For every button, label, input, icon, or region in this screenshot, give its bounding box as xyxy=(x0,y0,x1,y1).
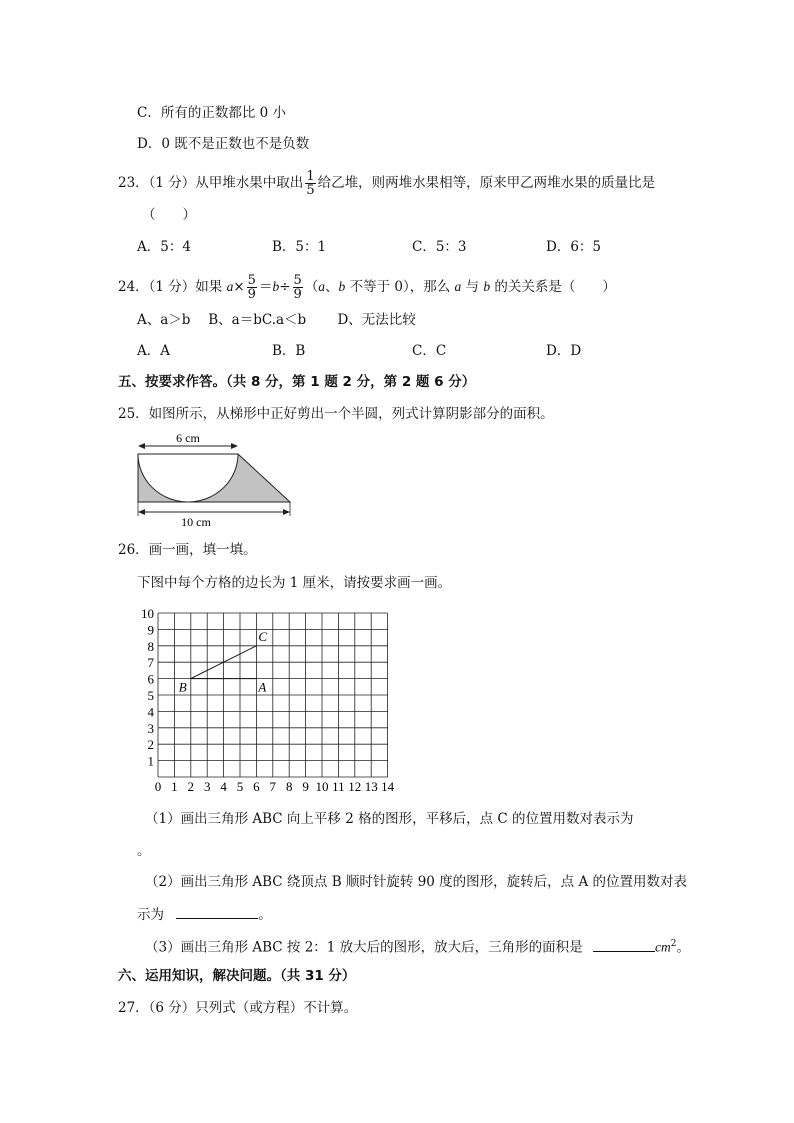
q23-option-c: C．5：3 xyxy=(412,239,467,255)
x-tick-label: 0 xyxy=(154,779,162,794)
q24-stem xyxy=(118,274,616,301)
q26-coordinate-grid xyxy=(138,602,430,794)
q26-sub3-answer-blank[interactable] xyxy=(593,937,655,952)
q26-sub2-end: 。 xyxy=(258,907,272,923)
y-tick-label: 2 xyxy=(147,737,154,753)
q25-top-label: 6 cm xyxy=(176,432,200,445)
x-tick-label: 6 xyxy=(253,779,260,794)
x-tick-label: 12 xyxy=(348,779,362,794)
q23-answer-paren: （ ） xyxy=(142,207,196,223)
x-tick-label: 10 xyxy=(315,779,329,794)
q26-sub3-end: 。 xyxy=(676,939,690,956)
x-tick-label: 1 xyxy=(171,779,178,794)
q24-part4: 的关关系是（ ） xyxy=(490,279,616,295)
q24-div: ÷ xyxy=(279,279,291,295)
q26-sub2-line2-text: 示为 xyxy=(137,907,164,923)
q24-times: × xyxy=(233,279,245,295)
q26-grid-lines xyxy=(158,613,388,777)
y-tick-label: 8 xyxy=(147,638,154,654)
y-tick-label: 4 xyxy=(147,704,154,720)
q26-sub3-unit: cm xyxy=(654,939,671,955)
x-tick-label: 8 xyxy=(285,779,293,794)
q24-choices-line: A、a＞b B、a＝bC.a＜b D、无法比较 xyxy=(137,312,416,328)
q25-top-arrow-left xyxy=(138,443,145,449)
q24-var-a: a xyxy=(226,279,234,294)
x-tick-label: 13 xyxy=(364,779,378,794)
q24-frac2-den: 9 xyxy=(293,287,302,302)
q23-stem-before: 23．（1 分）从甲堆水果中取出 xyxy=(118,175,304,191)
q24-part3: 不等于 0），那么 xyxy=(345,279,455,295)
q23-stem-after: 给乙堆，则两堆水果相等，原来甲乙两堆水果的质量比是 xyxy=(317,175,656,191)
q24-var-a2: a xyxy=(318,279,326,294)
q26-stem: 26．画一画，填一填。 xyxy=(118,542,257,558)
q26-sub3-unit-sup: 2 xyxy=(670,939,677,949)
q26-point-b-label: B xyxy=(178,679,187,695)
q23-option-a: A．5：4 xyxy=(137,239,191,255)
q26-sub2-line2 xyxy=(137,904,272,924)
y-tick-label: 10 xyxy=(141,606,154,621)
q24-option-a: A．A xyxy=(137,343,170,359)
q24-var-a3: a xyxy=(454,279,462,294)
q23-option-b: B．5：1 xyxy=(272,239,327,255)
y-tick-label: 1 xyxy=(147,753,154,769)
q23-frac-den: 5 xyxy=(306,183,315,198)
q23-option-d: D．6：5 xyxy=(546,239,602,255)
q22-option-d: D．0 既不是正数也不是负数 xyxy=(137,136,310,152)
q26-sub1-line1: （1）画出三角形 ABC 向上平移 2 格的图形，平移后，点 C 的位置用数对表示为 xyxy=(145,811,634,827)
q25-top-arrow-right xyxy=(231,443,238,449)
y-tick-label: 9 xyxy=(147,622,154,638)
q26-intro: 下图中每个方格的边长为 1 厘米，请按要求画一画。 xyxy=(137,575,452,591)
x-tick-label: 7 xyxy=(269,779,277,794)
q24-fraction-2 xyxy=(293,274,303,301)
q24-frac1-num: 5 xyxy=(247,273,256,288)
q26-sub3-text: （3）画出三角形 ABC 按 2：1 放大后的图形，放大后，三角形的面积是 xyxy=(145,939,583,956)
y-tick-label: 5 xyxy=(147,688,154,703)
q22-option-c: C．所有的正数都比 0 小 xyxy=(137,105,287,121)
q26-grid-tick-labels xyxy=(141,606,395,794)
q24-eq: ＝ xyxy=(258,279,273,295)
q24-part2: （ xyxy=(304,279,319,295)
q26-sub2-answer-blank[interactable] xyxy=(176,904,258,919)
y-tick-label: 6 xyxy=(147,671,154,687)
q24-frac2-num: 5 xyxy=(293,273,302,288)
q23-frac-num: 1 xyxy=(306,169,315,184)
q24-yu: 与 xyxy=(461,279,484,295)
x-tick-label: 2 xyxy=(187,779,195,794)
y-tick-label: 7 xyxy=(147,655,154,671)
q24-option-b: B．B xyxy=(272,343,306,359)
q26-point-a-label: A xyxy=(258,679,267,695)
q26-sub3-line xyxy=(145,935,690,957)
q24-part1: 24．（1 分）如果 xyxy=(118,279,227,295)
q24-option-c: C．C xyxy=(412,343,447,359)
x-tick-label: 9 xyxy=(302,779,309,794)
q24-var-b2: b xyxy=(338,279,346,294)
q25-stem: 25．如图所示，从梯形中正好剪出一个半圆，列式计算阴影部分的面积。 xyxy=(118,406,554,422)
y-tick-label: 3 xyxy=(147,720,154,736)
q25-bottom-arrow-left xyxy=(138,509,145,515)
q27-stem: 27．（6 分）只列式（或方程）不计算。 xyxy=(118,1000,358,1016)
q24-fraction-1 xyxy=(247,274,257,301)
q24-var-b3: b xyxy=(483,279,491,294)
q24-frac1-den: 9 xyxy=(247,287,256,302)
x-tick-label: 3 xyxy=(203,779,211,794)
q23-stem xyxy=(118,170,655,197)
x-tick-label: 14 xyxy=(381,779,395,794)
section5-title: 五、按要求作答。（共 8 分，第 1 题 2 分，第 2 题 6 分） xyxy=(118,374,476,390)
q25-trapezoid-figure xyxy=(130,432,300,530)
q26-sub2-line1: （2）画出三角形 ABC 绕顶点 B 顺时针旋转 90 度的图形，旋转后，点 A 的位置用数对表 xyxy=(145,874,688,890)
q23-fraction xyxy=(305,170,315,197)
q24-sep: 、 xyxy=(325,279,339,295)
q24-option-d: D．D xyxy=(546,343,582,359)
x-tick-label: 5 xyxy=(236,779,244,794)
q24-var-b: b xyxy=(272,279,280,294)
q25-bottom-arrow-right xyxy=(283,509,290,515)
x-tick-label: 4 xyxy=(220,779,227,794)
q26-point-c-label: C xyxy=(258,628,268,644)
q26-sub1-line2: 。 xyxy=(137,843,151,859)
section6-title: 六、运用知识，解决问题。（共 31 分） xyxy=(118,968,356,984)
x-tick-label: 11 xyxy=(332,779,345,794)
q25-bottom-label: 10 cm xyxy=(181,515,211,529)
